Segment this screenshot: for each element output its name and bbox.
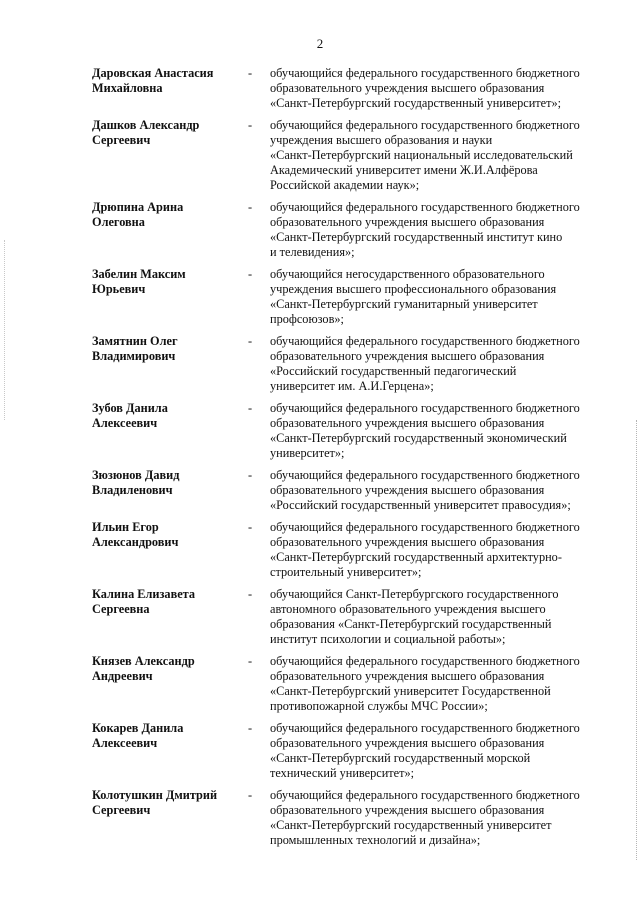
separator-dash: - <box>248 788 253 802</box>
scan-edge-right <box>636 420 638 860</box>
list-item <box>92 200 612 260</box>
person-name-line: Алексеевич <box>92 416 158 430</box>
description-line: обучающийся Санкт-Петербургского государственного <box>270 587 559 601</box>
person-name-line: Дрюпина Арина <box>92 200 184 214</box>
person-description <box>270 468 612 513</box>
description-line: обучающийся федерального государственного бюджетного <box>270 654 580 668</box>
description-line: образовательного учреждения высшего образования <box>270 669 545 683</box>
person-name <box>92 468 242 498</box>
description-line: Российской академии наук»; <box>270 178 420 192</box>
person-name-line: Сергеевна <box>92 602 150 616</box>
description-line: обучающийся федерального государственного бюджетного <box>270 334 580 348</box>
scan-edge-left <box>4 240 6 420</box>
person-description <box>270 267 612 327</box>
description-line: «Санкт-Петербургский государственный экономический <box>270 431 567 445</box>
person-name <box>92 654 242 684</box>
separator-dash: - <box>248 401 253 415</box>
person-description <box>270 118 612 193</box>
description-line: образовательного учреждения высшего образования <box>270 535 545 549</box>
person-name-line: Забелин Максим <box>92 267 186 281</box>
person-name-line: Ильин Егор <box>92 520 159 534</box>
description-line: институт психологии и социальной работы»; <box>270 632 506 646</box>
description-line: «Санкт-Петербургский университет Государственной <box>270 684 551 698</box>
list-item <box>92 118 612 193</box>
person-name <box>92 520 242 550</box>
description-line: технический университет»; <box>270 766 415 780</box>
person-name <box>92 66 242 96</box>
description-line: автономного образовательного учреждения высшего <box>270 602 546 616</box>
person-name-line: Даровская Анастасия <box>92 66 214 80</box>
person-name-line: Михайловна <box>92 81 163 95</box>
list-item <box>92 401 612 461</box>
description-line: «Санкт-Петербургский государственный архитектурно- <box>270 550 562 564</box>
person-description <box>270 401 612 461</box>
list-item <box>92 654 612 714</box>
person-name-line: Кокарев Данила <box>92 721 184 735</box>
description-line: образовательного учреждения высшего образования <box>270 736 545 750</box>
list-item <box>92 468 612 513</box>
person-description <box>270 788 612 848</box>
description-line: обучающийся федерального государственного бюджетного <box>270 788 580 802</box>
list-item <box>92 334 612 394</box>
description-line: обучающийся федерального государственного бюджетного <box>270 401 580 415</box>
description-line: обучающийся федерального государственного бюджетного <box>270 200 580 214</box>
description-line: «Санкт-Петербургский гуманитарный университет <box>270 297 538 311</box>
description-line: образовательного учреждения высшего образования <box>270 81 545 95</box>
description-line: «Санкт-Петербургский государственный морской <box>270 751 531 765</box>
person-name <box>92 200 242 230</box>
description-line: и телевидения»; <box>270 245 355 259</box>
description-line: образования «Санкт-Петербургский государственный <box>270 617 552 631</box>
person-name-line: Юрьевич <box>92 282 146 296</box>
person-name-line: Александрович <box>92 535 179 549</box>
person-description <box>270 654 612 714</box>
page-number: 2 <box>316 36 324 51</box>
description-line: «Санкт-Петербургский государственный университет <box>270 818 552 832</box>
description-line: образовательного учреждения высшего образования <box>270 483 545 497</box>
description-line: университет им. А.И.Герцена»; <box>270 379 434 393</box>
description-line: образовательного учреждения высшего образования <box>270 803 545 817</box>
separator-dash: - <box>248 334 253 348</box>
description-line: образовательного учреждения высшего образования <box>270 416 545 430</box>
description-line: обучающийся федерального государственного бюджетного <box>270 721 580 735</box>
separator-dash: - <box>248 267 253 281</box>
person-name-line: Сергеевич <box>92 803 151 817</box>
person-name <box>92 401 242 431</box>
person-description <box>270 721 612 781</box>
person-name-line: Колотушкин Дмитрий <box>92 788 218 802</box>
description-line: «Санкт-Петербургский государственный институт кино <box>270 230 563 244</box>
list-item <box>92 66 612 111</box>
description-line: обучающийся федерального государственного бюджетного <box>270 66 580 80</box>
description-line: «Российский государственный педагогический <box>270 364 517 378</box>
description-line: «Санкт-Петербургский национальный исследовательский <box>270 148 573 162</box>
description-line: учреждения высшего образования и науки <box>270 133 493 147</box>
list-item <box>92 520 612 580</box>
person-name-line: Алексеевич <box>92 736 158 750</box>
person-name <box>92 118 242 148</box>
person-description <box>270 334 612 394</box>
separator-dash: - <box>248 654 253 668</box>
person-description <box>270 200 612 260</box>
person-name-line: Андреевич <box>92 669 153 683</box>
person-name <box>92 334 242 364</box>
person-description <box>270 66 612 111</box>
description-line: Академический университет имени Ж.И.Алфёрова <box>270 163 538 177</box>
list-item <box>92 587 612 647</box>
person-name-line: Владиленович <box>92 483 173 497</box>
person-name-line: Зубов Данила <box>92 401 168 415</box>
description-line: «Санкт-Петербургский государственный университет»; <box>270 96 562 110</box>
description-line: обучающийся негосударственного образовательного <box>270 267 545 281</box>
person-name <box>92 721 242 751</box>
separator-dash: - <box>248 118 253 132</box>
description-line: «Российский государственный университет правосудия»; <box>270 498 571 512</box>
person-name-line: Олеговна <box>92 215 145 229</box>
description-line: обучающийся федерального государственного бюджетного <box>270 468 580 482</box>
person-name-line: Дашков Александр <box>92 118 200 132</box>
person-description <box>270 587 612 647</box>
person-name-line: Князев Александр <box>92 654 195 668</box>
description-line: обучающийся федерального государственного бюджетного <box>270 520 580 534</box>
separator-dash: - <box>248 520 253 534</box>
separator-dash: - <box>248 66 253 80</box>
person-name <box>92 587 242 617</box>
person-name-line: Сергеевич <box>92 133 151 147</box>
separator-dash: - <box>248 721 253 735</box>
separator-dash: - <box>248 200 253 214</box>
list-item <box>92 721 612 781</box>
person-name-line: Зюзюнов Давид <box>92 468 180 482</box>
description-line: образовательного учреждения высшего образования <box>270 349 545 363</box>
person-name-line: Владимирович <box>92 349 176 363</box>
list-item <box>92 788 612 848</box>
description-line: обучающийся федерального государственного бюджетного <box>270 118 580 132</box>
person-description <box>270 520 612 580</box>
description-line: профсоюзов»; <box>270 312 344 326</box>
student-list <box>92 66 612 855</box>
person-name <box>92 267 242 297</box>
description-line: учреждения высшего профессионального образования <box>270 282 557 296</box>
description-line: образовательного учреждения высшего образования <box>270 215 545 229</box>
separator-dash: - <box>248 468 253 482</box>
description-line: промышленных технологий и дизайна»; <box>270 833 481 847</box>
person-name-line: Замятнин Олег <box>92 334 178 348</box>
person-name-line: Калина Елизавета <box>92 587 196 601</box>
list-item <box>92 267 612 327</box>
person-name <box>92 788 242 818</box>
description-line: университет»; <box>270 446 345 460</box>
separator-dash: - <box>248 587 253 601</box>
description-line: строительный университет»; <box>270 565 422 579</box>
description-line: противопожарной службы МЧС России»; <box>270 699 488 713</box>
